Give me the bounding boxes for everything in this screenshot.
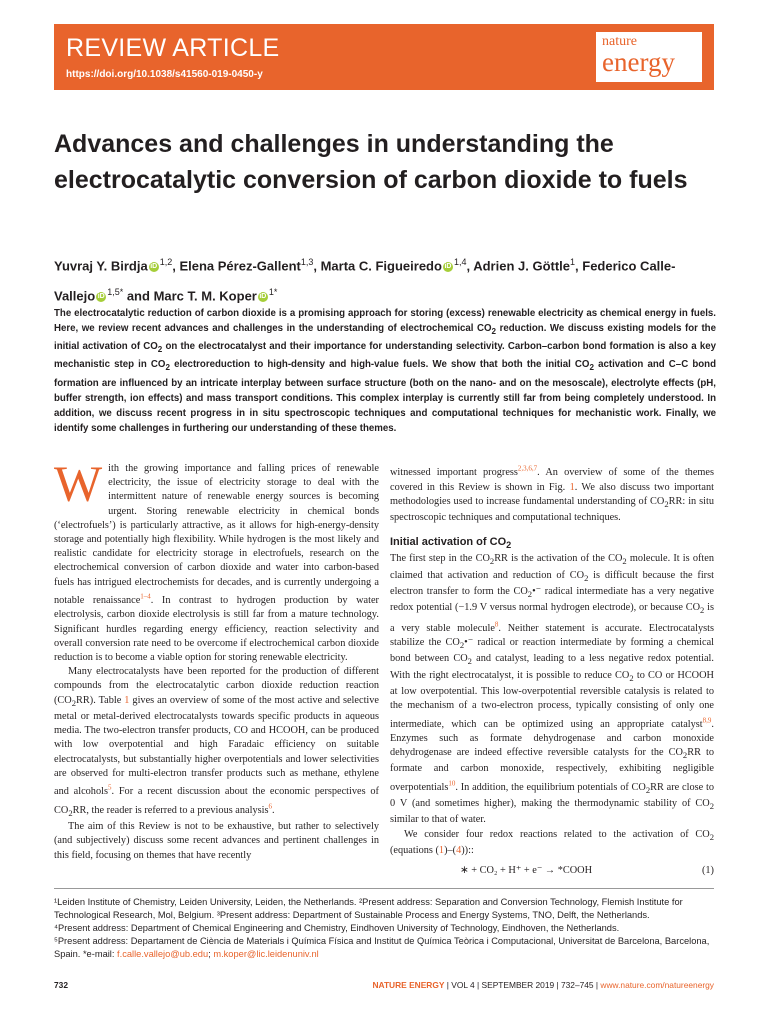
citation-ref[interactable]: 5 bbox=[107, 783, 112, 792]
email-link[interactable]: m.koper@lic.leidenuniv.nl bbox=[213, 949, 319, 959]
logo-line-nature: nature bbox=[602, 34, 637, 49]
affiliation-marker: 1,3 bbox=[300, 257, 314, 267]
journal-logo bbox=[596, 32, 702, 82]
article-type-label: REVIEW ARTICLE bbox=[66, 34, 280, 62]
right-column bbox=[390, 462, 714, 882]
cross-ref[interactable]: 1 bbox=[438, 844, 445, 856]
article-header-banner bbox=[54, 24, 714, 90]
author-name: Yuvraj Y. Birdja bbox=[54, 258, 148, 274]
section-heading: Initial activation of $CO_2$ bbox=[390, 536, 512, 551]
orcid-icon[interactable]: iD bbox=[444, 262, 452, 270]
footnote-divider bbox=[54, 888, 714, 889]
affiliation-line: ⁵Present address: Departament de Ciència de Materials i Química Física and Institut de Química Teòrica i Computacional, Universitat de Barcelona, Barcelona, Spain. *e-mail: f.calle.vallejo@ub.edu; m.koper@lic.leidenuniv.nl bbox=[54, 936, 710, 959]
citation-ref[interactable]: 6 bbox=[268, 802, 272, 811]
article-title: Advances and challenges in understanding the electrocatalytic conversion of carbon dioxide to fuels bbox=[54, 130, 688, 194]
affiliation-marker: 1,2 bbox=[159, 257, 173, 267]
orcid-icon[interactable]: iD bbox=[150, 262, 158, 270]
body-paragraph: We consider four redox reactions related to the activation of $CO_2$ (equations (1)–(4)):: bbox=[390, 828, 714, 856]
cross-ref[interactable]: 1 bbox=[124, 694, 130, 706]
orcid-icon[interactable]: iD bbox=[97, 293, 105, 301]
affiliation-marker: 1,5* bbox=[107, 287, 124, 298]
equation-number: (1) bbox=[701, 865, 714, 877]
email-link[interactable]: f.calle.vallejo@ub.edu bbox=[117, 949, 209, 959]
affiliation-line: ⁴Present address: Department of Chemical Engineering and Chemistry, Eindhoven University of Technology, Eindhoven, the Netherlands. bbox=[54, 923, 620, 933]
author-name: Marta C. Figueiredo bbox=[320, 258, 442, 274]
citation-ref[interactable]: 10 bbox=[448, 779, 456, 788]
body-paragraph: The first step in the $CO_2RR$ is the activation of the $CO_2$ molecule. It is often claimed that activation and reduction of $CO_2$ is difficult because the first electron transfer to form the $CO_2•^-$ radical intermediate has a very negative redox potential (−1.9 V versus normal hydrogen electrode), or because $CO_2$ is a very stable molecule$^8$. Neither statement is accurate. Electrocatalysts stabilize the $CO_2•^-$ radical or reaction intermediate by forming a chemical bond between $CO_2$ and catalyst, leading to a less negative redox potential. With the right electrocatalyst, it is possible to reduce $CO_2$ to CO or HCOOH at low overpotential. This low-overpotential reversible catalysis is related to the mechanism of a two-electron process, typically consisting of only one intermediate, which can be optimized using an appropriate catalyst$^{8,9}$. Enzymes such as formate dehydrogenase and carbon monoxide dehydrogenase are indeed effective reversible catalysts for the $CO_2RR$ to formate and carbon monoxide, respectively, exhibiting negligible overpotentials$^{10}$. In addition, the equilibrium potentials of $CO_2RR$ are close to 0 V (and sometimes higher), making the thermodynamic stability of $CO_2$ similar to that of water. bbox=[390, 553, 714, 826]
author-name: Federico Calle-Vallejo bbox=[54, 258, 676, 304]
affiliations bbox=[54, 896, 716, 961]
body-paragraph: The aim of this Review is not to be exhaustive, but rather to selectively (and subjectively) discuss some recent advances and pertinent challenges in this field, focusing on themes that have recently bbox=[54, 821, 379, 861]
affiliation-marker: 1 bbox=[570, 257, 576, 267]
author-name: Elena Pérez-Gallent bbox=[179, 258, 301, 274]
affiliation-marker: 1* bbox=[268, 287, 278, 298]
citation-ref[interactable]: 8 bbox=[494, 620, 499, 629]
page-number: 732 bbox=[54, 980, 68, 990]
author-list: Yuvraj Y. Birdja iD $^{1,2}$, Elena Pérez-Gallent$^{1,3}$, Marta C. Figueiredo iD $^{1,4}$, Adrien J. Göttle$^1$, Federico Calle-Vallejo iD $^{1,5*}$ and Marc T. M. Koper iD $^{1*}$ bbox=[54, 257, 676, 304]
affiliation-line: ¹Leiden Institute of Chemistry, Leiden University, Leiden, the Netherlands. ²Present address: Separation and Conversion Technology, Flemish Institute for Technological Research, Mol, Belgium. ³Present address: Department of Sustainable Process and Energy Systems, TNO, Delft, the Netherlands. bbox=[54, 897, 683, 920]
affiliation-marker: 1,4 bbox=[453, 257, 467, 267]
abstract: The electrocatalytic reduction of carbon dioxide is a promising approach for storing (excess) renewable electricity as chemical energy in fuels. Here, we review recent advances and challenges in the understanding of electrochemical $CO_2$ reduction. We discuss existing models for the initial activation of $CO_2$ on the electrocatalyst and their importance for understanding selectivity. Carbon–carbon bond formation is also a key mechanistic step in $CO_2$ electroreduction to high-density and high-value fuels. We show that both the initial $CO_2$ activation and C–C bond formation are influenced by an intricate interplay between surface structure (both on the nano- and on the mesoscale), electrolyte effects (pH, buffer strength, ion effects) and mass transport conditions. This complex interplay is currently still far from being completely understood. In addition, we discuss recent progress in in situ spectroscopic techniques and computational techniques for mechanistic work. Finally, we identify some challenges in furthering our understanding of these themes. bbox=[54, 308, 716, 435]
journal-footer bbox=[372, 980, 714, 990]
cross-ref[interactable]: 1 bbox=[569, 481, 575, 493]
citation-ref[interactable]: 1–4 bbox=[140, 592, 151, 601]
author-name: Adrien J. Göttle bbox=[473, 258, 571, 274]
citation-ref[interactable]: 8,9 bbox=[702, 716, 712, 725]
journal-url[interactable]: www.nature.com/natureenergy bbox=[600, 980, 714, 990]
equation-1 bbox=[390, 864, 714, 882]
author-name: Marc T. M. Koper bbox=[153, 288, 257, 304]
body-paragraph: witnessed important progress$^{2,3,6,7}$. An overview of some of the themes covered in this Review is shown in Fig. 1. We also discuss two important methodologies used to increase fundamental understanding of $CO_2RR$: in situ spectroscopic techniques and computational techniques. bbox=[390, 465, 714, 524]
logo-line-energy: energy bbox=[602, 47, 675, 77]
equation-formula: ∗ + CO₂ + H⁺ + e⁻ → *COOH bbox=[460, 865, 593, 877]
citation-ref[interactable]: 2,3,6,7 bbox=[517, 465, 538, 473]
intro-paragraph: With the growing importance and falling prices of renewable electricity, the issue of electricity storage to deal with the intermittent nature of renewable energy sources is becoming urgent. Storing renewable electricity in chemical bonds (‘electrofuels’) is particularly attractive, as it allows for high-energy-density storage and potentially high flexibility. While hydrogen is the most likely and realistic candidate for electricity storage in electrofuels, research on the electrochemical conversion of carbon dioxide and water into carbon-based fuels has intrigued electrochemists for decades, and is currently undergoing a notable renaissance$^{1-4}$. In contrast to hydrogen production by water electrolysis, carbon dioxide electrolysis is still far from a mature technology. Significant hurdles regarding energy efficiency, reaction selectivity and overall conversion rate need to be overcome if electrochemical carbon dioxide reduction is to become a viable option for storing renewable electricity. bbox=[54, 457, 379, 664]
orcid-icon[interactable]: iD bbox=[259, 293, 267, 301]
body-paragraph: Many electrocatalysts have been reported for the production of different compounds from the electrocatalytic carbon dioxide reduction reaction $(CO_2RR)$. Table 1 gives an overview of some of the most active and selective metal or metal-derived electrocatalysts towards specific products in aqueous media. The two-electron transfer products, CO and HCOOH, can be produced with low overpotential and high Faradaic efficiency on suitable electrocatalysts, but substantially higher overpotentials and lower selectivities are observed for multi-electron transfer products such as methane, ethylene and alcohols$^5$. For a recent discussion about the economic perspectives of $CO_2RR$, the reader is referred to a previous analysis$^6$. bbox=[54, 666, 380, 819]
journal-name: NATURE ENERGY bbox=[372, 980, 445, 990]
dropcap: W bbox=[54, 457, 103, 513]
doi-link[interactable]: https://doi.org/10.1038/s41560-019-0450-y bbox=[66, 69, 263, 80]
left-column bbox=[54, 457, 380, 863]
issue-info: | VOL 4 | SEPTEMBER 2019 | 732–745 | bbox=[444, 980, 601, 990]
cross-ref[interactable]: 4 bbox=[456, 844, 462, 856]
